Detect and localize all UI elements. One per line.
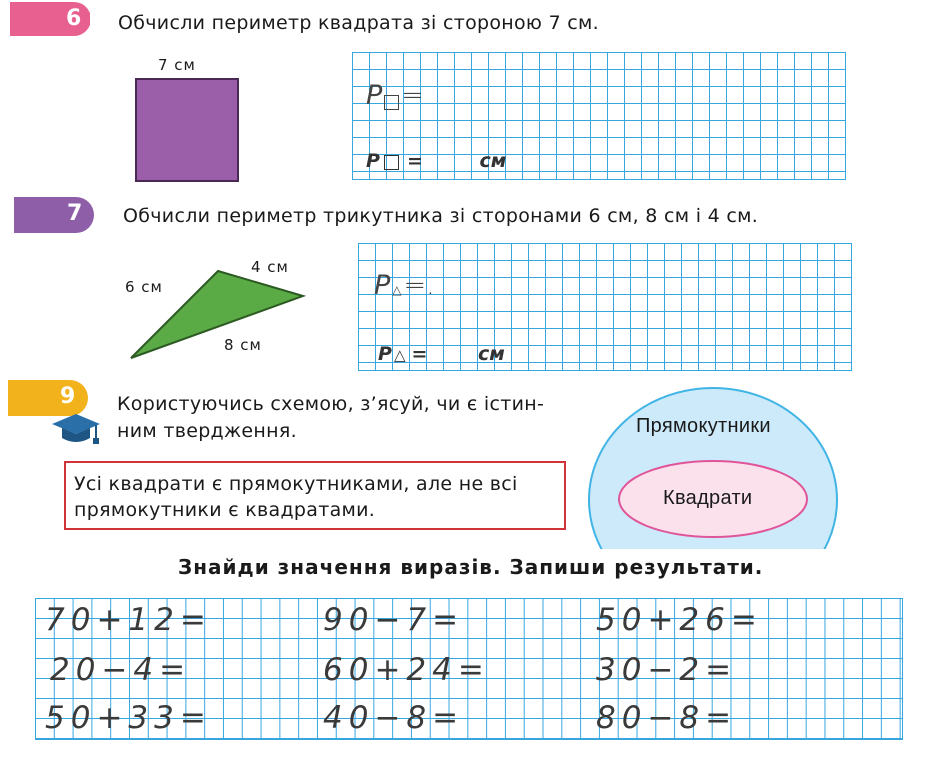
expr-r1-c2: 90−7=: [323, 602, 465, 638]
graduation-cap-icon: [50, 412, 102, 448]
task7-text: Обчисли периметр трикутника зі сторонами 6 см, 8 см і 4 см.: [123, 205, 759, 227]
expr-r2-c3: 30−2=: [596, 652, 738, 688]
triangle-symbol-icon: △: [393, 346, 406, 364]
expr-r2-c1: 20−4=: [50, 652, 192, 688]
task6-badge: [10, 2, 90, 36]
triangle-side-b: 4 см: [251, 258, 289, 276]
task7-badge: [14, 197, 94, 231]
expr-r2-c2: 60+24=: [323, 652, 490, 688]
badge-shape: [8, 380, 98, 416]
triangle-side-a: 6 см: [125, 278, 163, 296]
venn-outer-label: Прямокутники: [636, 415, 771, 437]
triangle-side-c: 8 см: [224, 336, 262, 354]
venn-diagram: [585, 385, 845, 555]
expr-r3-c2: 40−8=: [323, 700, 465, 736]
expr-r1-c3: 50+26=: [596, 602, 763, 638]
expr-r3-c1: 50+33=: [45, 700, 212, 736]
statement-box: [64, 461, 566, 530]
square-shape: [135, 78, 239, 182]
square-symbol-icon: [384, 95, 399, 110]
square-side-label: 7 см: [158, 56, 196, 74]
task-number: 6: [66, 6, 82, 31]
triangle-symbol-icon: △: [392, 283, 402, 297]
task9-text-line1: Користуючись схемою, з’ясуй, чи є істин-: [117, 393, 545, 415]
statement-line2: прямокутники є квадратами.: [74, 499, 376, 521]
task10-title: Знайди значення виразів. Запиши результати.: [178, 555, 764, 579]
venn-inner-label: Квадрати: [663, 487, 753, 509]
task-number: 7: [67, 201, 83, 226]
task9-text-line2: ним твердження.: [117, 420, 297, 442]
formula-bottom: P △ = см: [378, 343, 505, 365]
statement-line1: Усі квадрати є прямокутниками, але не всі: [74, 473, 518, 495]
formula-top: P =: [366, 80, 424, 111]
formula-top: P △=.: [374, 270, 435, 301]
formula-bottom: P = см: [366, 150, 507, 172]
task9-badge: [8, 380, 98, 450]
expr-r3-c3: 80−8=: [596, 700, 738, 736]
task-number: 9: [60, 384, 76, 409]
expr-r1-c1: 70+12=: [45, 602, 212, 638]
square-symbol-icon: [384, 155, 399, 170]
task6-text: Обчисли периметр квадрата зі стороною 7 см.: [118, 12, 600, 34]
